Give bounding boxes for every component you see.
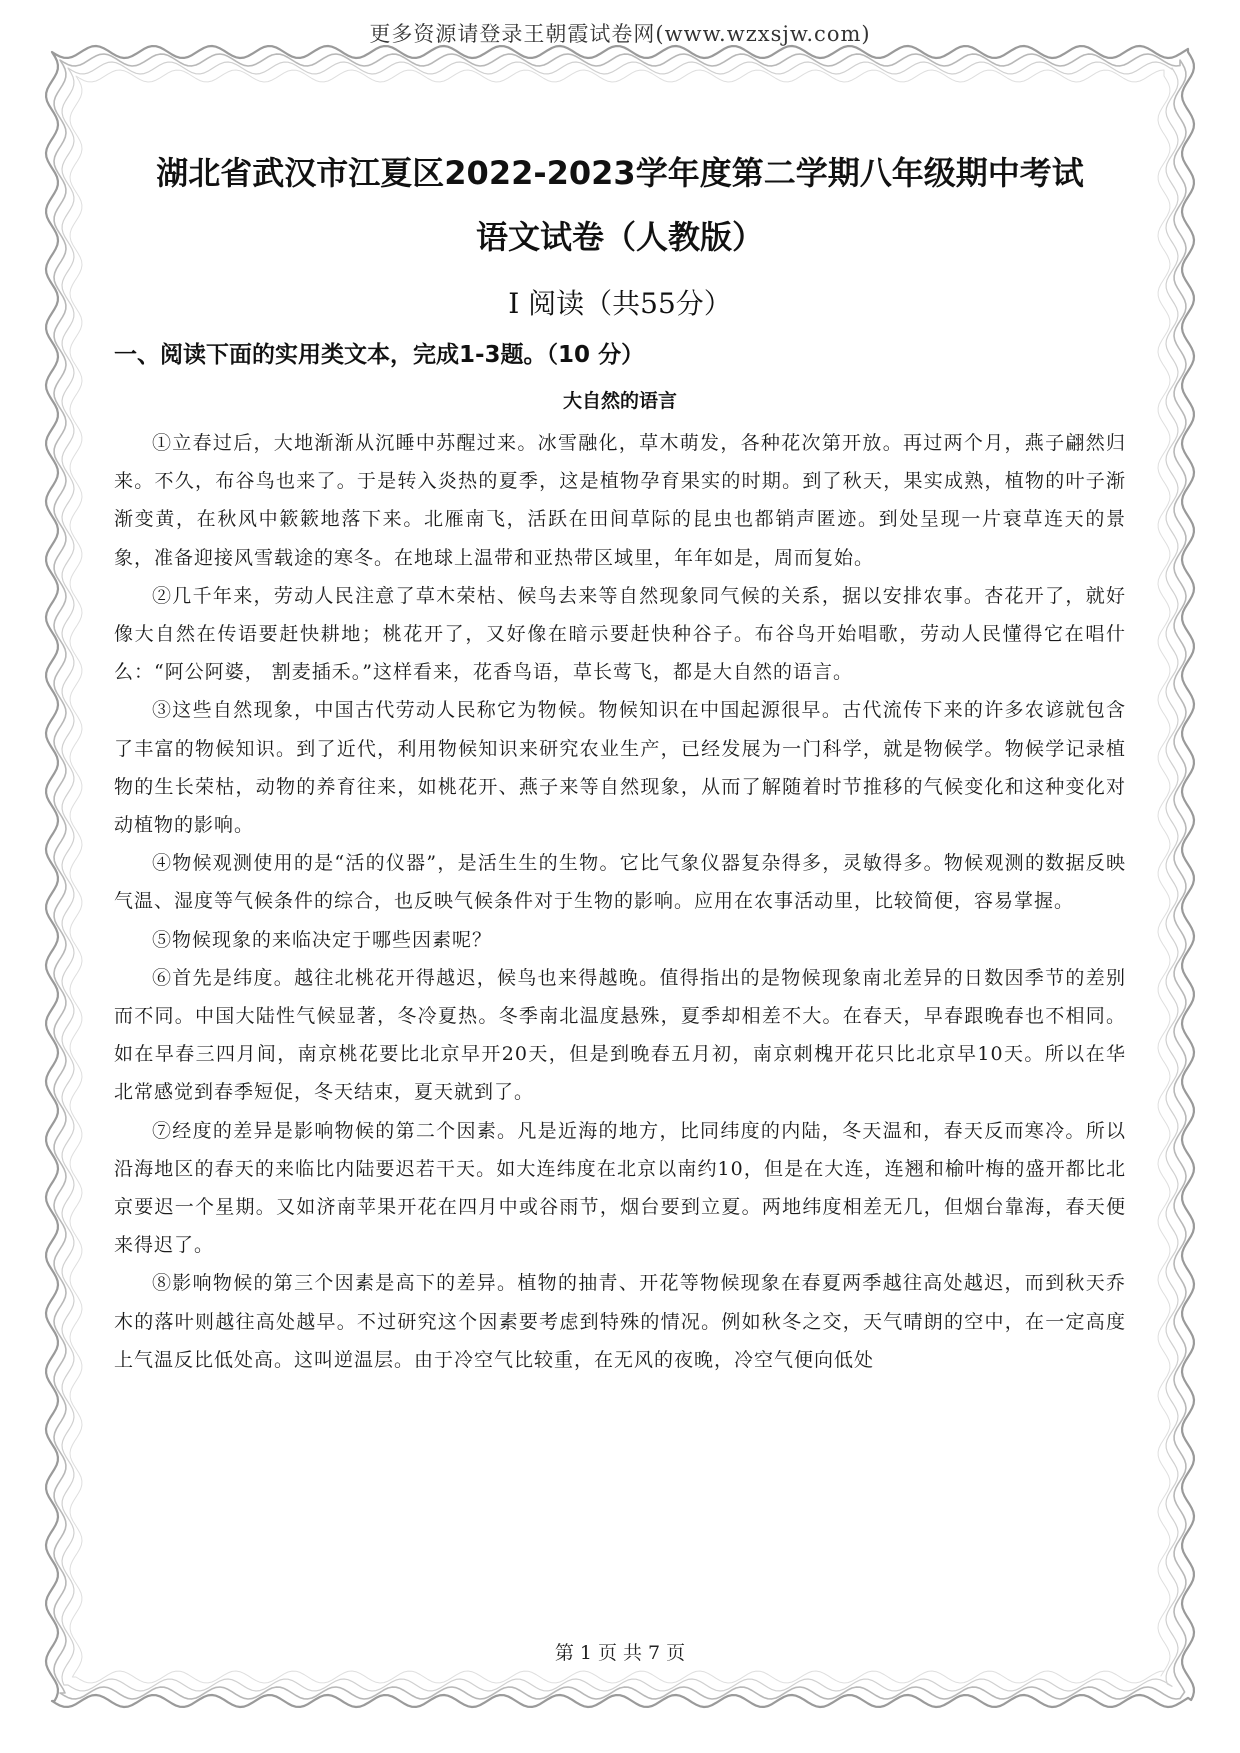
article-title: 大自然的语言 <box>562 390 677 412</box>
paragraph-3: ③这些自然现象，中国古代劳动人民称它为物候。物候知识在中国起源很早。古代流传下来的许多农谚就包含了丰富的物候知识。到了近代，利用物候知识来研究农业生产，已经发展为一门科学，就是物候学。物候学记录植物的生长荣枯，动物的养育往来，如桃花开、燕子来等自然现象，从而了解随着时节推移的气候变化和这种变化对动植物的影响。 <box>114 699 1126 837</box>
paragraph-4: ④物候观测使用的是“活的仪器”，是活生生的生物。它比气象仪器复杂得多，灵敏得多。物候观测的数据反映气温、湿度等气候条件的综合，也反映气候条件对于生物的影响。应用在农事活动里，比较简便，容易掌握。 <box>114 852 1126 913</box>
site-watermark: 更多资源请登录王朝霞试卷网(www.wzxsjw.com) <box>369 22 871 46</box>
paragraph-1: ①立春过后，大地渐渐从沉睡中苏醒过来。冰雪融化，草木萌发，各种花次第开放。再过两个月，燕子翩然归来。不久，布谷鸟也来了。于是转入炎热的夏季，这是植物孕育果实的时期。到了秋天，果实成熟，植物的叶子渐渐变黄，在秋风中簌簌地落下来。北雁南飞，活跃在田间草际的昆虫也都销声匿迹。到处呈现一片衰草连天的景象，准备迎接风雪载途的寒冬。在地球上温带和亚热带区域里，年年如是，周而复始。 <box>114 432 1126 569</box>
exam-subtitle: 语文试卷（人教版） <box>475 218 764 256</box>
exam-title: 湖北省武汉市江夏区2022-2023学年度第二学期八年级期中考试 <box>156 154 1084 192</box>
paragraph-2: ②几千年来，劳动人民注意了草木荣枯、候鸟去来等自然现象同气候的关系，据以安排农事。杏花开了，就好像大自然在传语要赶快耕地；桃花开了，又好像在暗示要赶快种谷子。布谷鸟开始唱歌，劳动人民懂得它在唱什么：“阿公阿婆， 割麦插禾。”这样看来，花香鸟语，草长莺飞，都是大自然的语言。 <box>114 584 1126 684</box>
paragraph-7: ⑦经度的差异是影响物候的第二个因素。凡是近海的地方，比同纬度的内陆，冬天温和，春天反而寒冷。所以沿海地区的春天的来临比内陆要迟若干天。如大连纬度在北京以南约10，但是在大连，连翘和榆叶梅的盛开都比北京要迟一个星期。又如济南苹果开花在四月中或谷雨节，烟台要到立夏。两地纬度相差无几，但烟台靠海，春天便来得迟了。 <box>114 1119 1126 1257</box>
page-footer: 第 1 页 共 7 页 <box>554 1642 686 1664</box>
article-body <box>114 424 1126 1379</box>
paragraph-6: ⑥首先是纬度。越往北桃花开得越迟，候鸟也来得越晚。值得指出的是物候现象南北差异的日数因季节的差别而不同。中国大陆性气候显著，冬冷夏热。冬季南北温度悬殊，夏季却相差不大。在春天，早春跟晚春也不相同。如在早春三四月间，南京桃花要比北京早开20天，但是到晚春五月初，南京刺槐开花只比北京早10天。所以在华北常感觉到春季短促，冬天结束，夏天就到了。 <box>114 966 1126 1104</box>
question-heading: 一、阅读下面的实用类文本，完成1-3题。（10 分） <box>114 342 645 368</box>
section-heading: Ⅰ 阅读（共55分） <box>508 287 732 320</box>
paragraph-5: ⑤物候现象的来临决定于哪些因素呢？ <box>152 928 493 951</box>
paragraph-8: ⑧影响物候的第三个因素是高下的差异。植物的抽青、开花等物候现象在春夏两季越往高处越迟，而到秋天乔木的落叶则越往高处越早。不过研究这个因素要考虑到特殊的情况。例如秋冬之交，天气晴朗的空中，在一定高度上气温反比低处高。这叫逆温层。由于冷空气比较重，在无风的夜晚，冷空气便向低处 <box>114 1272 1126 1371</box>
